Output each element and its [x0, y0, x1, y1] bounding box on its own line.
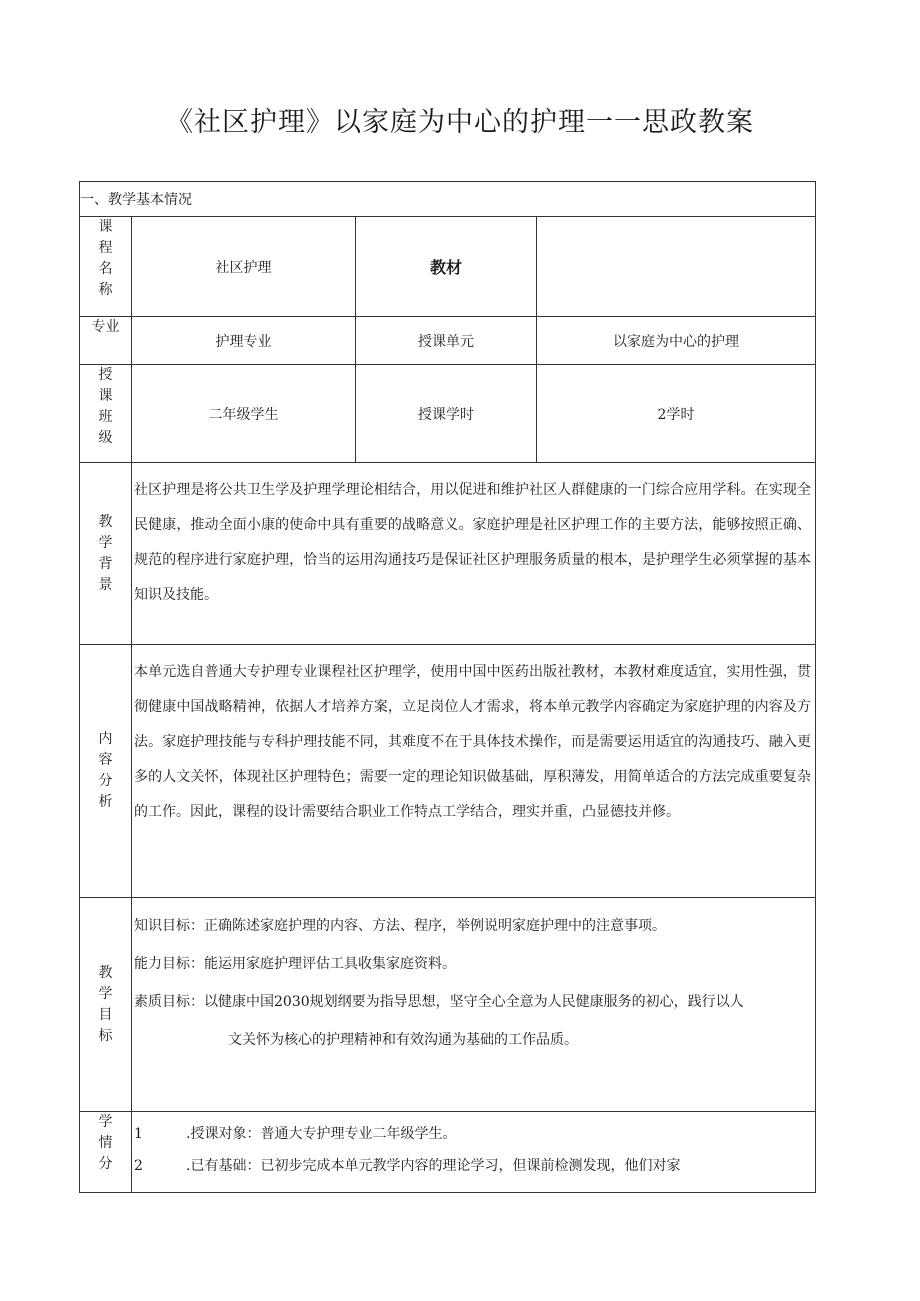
section-heading: 一、教学基本情况 [80, 192, 192, 208]
ability-goal: 能力目标：能运用家庭护理评估工具收集家庭资料。 [134, 956, 456, 972]
student-analysis-label: 学情分 [80, 1112, 132, 1193]
student-item: 2 .已有基础：已初步完成本单元教学内容的理论学习，但课前检测发现，他们对家 [134, 1158, 681, 1174]
student-item: 1 .授课对象：普通大专护理专业二年级学生。 [134, 1126, 457, 1142]
course-name-value: 社区护理 [132, 217, 356, 317]
content-analysis-text: 本单元选自普通大专护理专业课程社区护理学，使用中国中医药出版社教材，本教材难度适宜，实用性强，贯彻健康中国战略精神，依据人才培养方案，立足岗位人才需求，将本单元教学内容确定为家庭护理的内容及方法。家庭护理技能与专科护理技能不同，其难度不在于具体技术操作，而是需要运用适宜的沟通技巧、融入更多的人文关怀，体现社区护理特色；需要一定的理论知识做基础，厚积薄发，用简单适合的方法完成重要复杂的工作。因此，课程的设计需要结合职业工作特点工学结合，理实并重，凸显德技并修。 [132, 645, 816, 898]
content-analysis-label: 内容分析 [80, 645, 132, 898]
course-name-label: 课程名称 [80, 217, 132, 317]
quality-goal-line1: 素质目标：以健康中国2030规划纲要为指导思想，坚守全心全意为人民健康服务的初心，践行以人 [134, 994, 744, 1010]
unit-value: 以家庭为中心的护理 [537, 317, 816, 365]
hours-label: 授课学时 [356, 365, 537, 463]
major-label: 专业 [80, 317, 132, 365]
student-analysis-text [132, 1112, 816, 1193]
page-title: 《社区护理》以家庭为中心的护理一一思政教案 [166, 107, 754, 138]
class-row [80, 365, 816, 463]
class-label: 授课班级 [80, 365, 132, 463]
lesson-plan-table [79, 181, 816, 1193]
quality-goal-line2: 文关怀为核心的护理精神和有效沟通为基础的工作品质。 [228, 1032, 578, 1048]
unit-label: 授课单元 [356, 317, 537, 365]
hours-value: 2学时 [537, 365, 816, 463]
class-value: 二年级学生 [132, 365, 356, 463]
knowledge-goal: 知识目标：正确陈述家庭护理的内容、方法、程序，举例说明家庭护理中的注意事项。 [134, 918, 666, 934]
content-analysis-row [80, 645, 816, 898]
goals-text [132, 898, 816, 1112]
background-text: 社区护理是将公共卫生学及护理学理论相结合，用以促进和维护社区人群健康的一门综合应用学科。在实现全民健康，推动全面小康的使命中具有重要的战略意义。家庭护理是社区护理工作的主要方法，能够按照正确、规范的程序进行家庭护理，恰当的运用沟通技巧是保证社区护理服务质量的根本，是护理学生必须掌握的基本知识及技能。 [132, 463, 816, 645]
student-analysis-row [80, 1112, 816, 1193]
background-row [80, 463, 816, 645]
course-name-row [80, 217, 816, 317]
background-label: 教学背景 [80, 463, 132, 645]
major-value: 护理专业 [132, 317, 356, 365]
textbook-label: 教材 [356, 217, 537, 317]
goals-row [80, 898, 816, 1112]
section-heading-row [80, 182, 816, 217]
major-row [80, 317, 816, 365]
goals-label: 教学目标 [80, 898, 132, 1112]
textbook-value [537, 217, 816, 317]
